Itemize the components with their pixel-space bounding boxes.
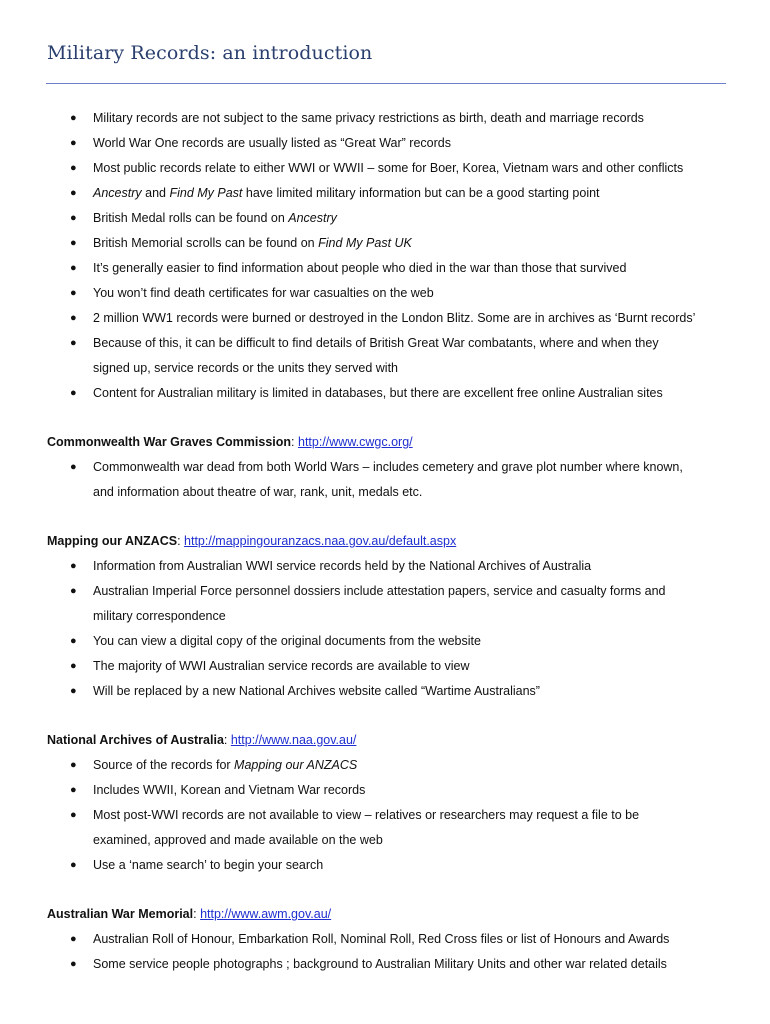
text-run: It’s generally easier to find information about people who died in the war than those that survived [93,261,627,275]
section-name: National Archives of Australia [47,733,224,747]
text-run: Most public records relate to either WWI or WWII – some for Boer, Korea, Vietnam wars and other conflicts [93,161,684,175]
text-run: Because of this, it can be difficult to find details of British Great War combatants, where and when they [93,336,659,350]
text-run: Most post-WWI records are not available to view – relatives or researchers may request a file to be [93,808,640,822]
list-item-text [93,133,451,153]
bullet-icon: ● [70,660,77,672]
section-heading-text [47,432,413,452]
bullet-icon: ● [70,162,77,174]
list-item-text [93,358,398,378]
list-item-text [93,383,663,403]
list-item-text [93,233,412,253]
italic-text-run: Find My Past UK [318,236,412,250]
list-item-text [93,581,666,601]
text-run: The majority of WWI Australian service records are available to view [93,659,470,673]
bullet-icon: ● [70,635,77,647]
bullet-icon: ● [70,560,77,572]
text-run: signed up, service records or the units they served with [93,361,399,375]
list-item-text [93,283,434,303]
bullet-icon: ● [70,958,77,970]
bullet-icon: ● [70,784,77,796]
list-item-text [93,755,357,775]
section-heading-text [47,730,356,750]
bullet-icon: ● [70,585,77,597]
text-run: You won’t find death certificates for war casualties on the web [93,286,434,300]
section-name: Commonwealth War Graves Commission [47,435,292,449]
text-run: Includes WWII, Korean and Vietnam War records [93,783,366,797]
bullet-icon: ● [70,112,77,124]
list-item-text [93,457,683,477]
bullet-icon: ● [70,461,77,473]
bullet-icon: ● [70,237,77,249]
list-item-text [93,308,695,328]
bullet-icon: ● [70,262,77,274]
section-name: Australian War Memorial [47,907,194,921]
section-link[interactable]: http://mappingouranzacs.naa.gov.au/default.aspx [184,534,457,548]
bullet-icon: ● [70,933,77,945]
text-run: Information from Australian WWI service records held by the National Archives of Australia [93,559,592,573]
section-separator: : [177,534,185,548]
section-link[interactable]: http://www.awm.gov.au/ [200,907,332,921]
section-link[interactable]: http://www.naa.gov.au/ [230,733,357,747]
section-separator: : [291,435,298,449]
text-run: World War One records are usually listed as “Great War” records [93,136,451,150]
list-item-text [93,656,470,676]
bullet-icon: ● [70,287,77,299]
list-item-text [93,183,600,203]
list-item-text [93,805,639,825]
text-run: Will be replaced by a new National Archives website called “Wartime Australians” [93,684,540,698]
list-item-text [93,631,481,651]
section-link[interactable]: http://www.cwgc.org/ [298,435,413,449]
bullet-icon: ● [70,312,77,324]
text-run: Content for Australian military is limited in databases, but there are excellent free online Australian sites [93,386,663,400]
text-run: Some service people photographs ; background to Australian Military Units and other war related details [93,957,667,971]
bullet-icon: ● [70,387,77,399]
text-run: Australian Roll of Honour, Embarkation Roll, Nominal Roll, Red Cross files or list of Honours and Awards [93,932,670,946]
text-run: and information about theatre of war, rank, unit, medals etc. [93,485,423,499]
list-item-text [93,556,591,576]
section-separator: : [193,907,201,921]
list-item-text [93,108,644,128]
text-run: 2 million WW1 records were burned or destroyed in the London Blitz. Some are in archives as ‘Burnt records’ [93,311,696,325]
page-title: Military Records: an introduction [47,42,373,64]
bullet-icon: ● [70,187,77,199]
text-run: British Medal rolls can be found on [93,211,289,225]
italic-text-run: Mapping our ANZACS [234,758,358,772]
bullet-icon: ● [70,337,77,349]
list-item-text [93,208,337,228]
text-run: Commonwealth war dead from both World Wars – includes cemetery and grave plot number where known, [93,460,683,474]
text-run: military correspondence [93,609,226,623]
bullet-icon: ● [70,137,77,149]
bullet-icon: ● [70,759,77,771]
list-item-text [93,681,540,701]
italic-text-run: Ancestry [93,186,142,200]
list-item-text [93,855,323,875]
text-run: and [141,186,170,200]
text-run: Use a ‘name search’ to begin your search [93,858,324,872]
list-item-text [93,780,365,800]
list-item-text [93,258,626,278]
title-divider [46,83,726,84]
text-run: Australian Imperial Force personnel dossiers include attestation papers, service and casualty forms and [93,584,666,598]
list-item-text [93,606,226,626]
section-separator: : [223,733,231,747]
text-run: You can view a digital copy of the original documents from the website [93,634,481,648]
text-run: have limited military information but can be a good starting point [242,186,600,200]
list-item-text [93,954,667,974]
bullet-icon: ● [70,685,77,697]
text-run: Source of the records for [93,758,235,772]
bullet-icon: ● [70,212,77,224]
bullet-icon: ● [70,859,77,871]
list-item-text [93,929,669,949]
bullet-icon: ● [70,809,77,821]
list-item-text [93,333,659,353]
section-heading-text [47,904,331,924]
italic-text-run: Ancestry [288,211,337,225]
list-item-text [93,158,683,178]
text-run: British Memorial scrolls can be found on [93,236,319,250]
list-item-text [93,482,422,502]
italic-text-run: Find My Past [169,186,243,200]
section-heading-text [47,531,456,551]
text-run: Military records are not subject to the same privacy restrictions as birth, death and marriage records [93,111,644,125]
list-item-text [93,830,383,850]
section-name: Mapping our ANZACS [47,534,178,548]
text-run: examined, approved and made available on the web [93,833,383,847]
